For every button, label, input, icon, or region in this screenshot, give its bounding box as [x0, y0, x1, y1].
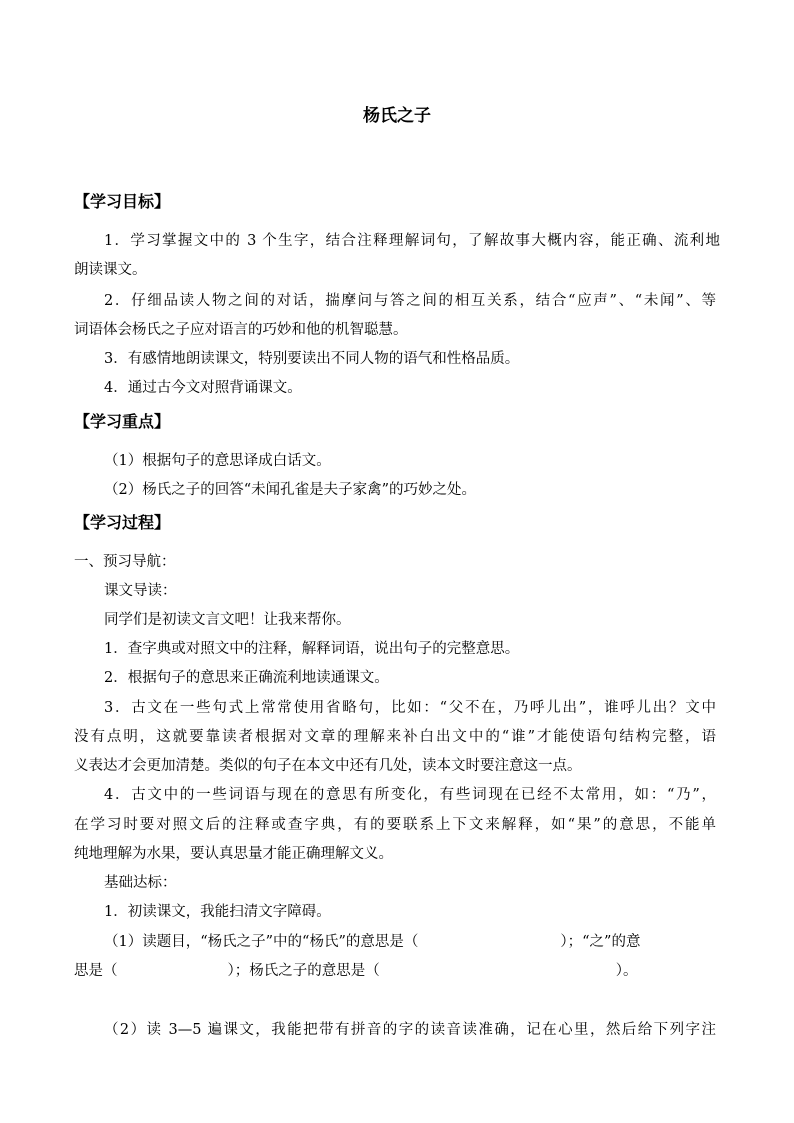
question-1-text-e: ）。 [615, 963, 638, 979]
focus-item-1: （1）根据句子的意思译成白话文。 [104, 453, 331, 469]
focus-item-2: （2）杨氏之子的回答“未闻孔雀是夫子家禽”的巧妙之处。 [104, 482, 477, 498]
task-1: 1．初读课文，我能扫清文字障碍。 [104, 904, 331, 920]
step-4-line-1: 4．古文中的一些词语与现在的意思有所变化，有些词现在已经不太常用，如：“乃”， [104, 787, 716, 803]
process-heading: 【学习过程】 [74, 513, 171, 532]
page-title: 杨氏之子 [363, 106, 431, 126]
step-2: 2．根据句子的意思来正确流利地读通课文。 [104, 670, 389, 686]
question-1-text-b: ）；“之”的意 [560, 934, 641, 950]
step-3-line-2: 没有点明，这就要靠读者根据对文章的理解来补白出文中的“谁”才能使语句结构完整，语 [74, 729, 716, 745]
step-1: 1．查字典或对照文中的注释，解释词语，说出句子的完整意思。 [104, 641, 520, 657]
step-3-line-1: 3．古文在一些句式上常常使用省略句，比如：“父不在，乃呼儿出”，谁呼儿出？文中 [104, 700, 716, 716]
objective-3: 3．有感情地朗读课文，特别要读出不同人物的语气和性格品质。 [104, 351, 520, 367]
preview-guide-title: 一、预习导航： [74, 554, 176, 570]
question-1-line-2 [74, 960, 638, 982]
objectives-heading: 【学习目标】 [74, 192, 171, 211]
objective-2-line-2: 词语体会杨氏之子应对语言的巧妙和他的机智聪慧。 [74, 322, 408, 338]
step-4-line-2: 在学习时要对照文后的注释或查字典，有的要联系上下文来解释，如“果”的意思，不能单 [74, 817, 716, 833]
question-2: （2）读 3—5 遍课文，我能把带有拼音的字的读音读准确，记在心里，然后给下列字注 [104, 1022, 716, 1038]
objective-1-line-1: 1．学习掌握文中的 3 个生字，结合注释理解词句，了解故事大概内容，能正确、流利地 [104, 233, 720, 249]
basic-label: 基础达标： [104, 875, 177, 891]
step-3-line-3: 义表达才会更加清楚。类似的句子在本文中还有几处，读本文时要注意这一点。 [74, 758, 582, 774]
objective-4: 4．通过古今文对照背诵课文。 [104, 380, 302, 396]
intro-text: 同学们是初读文言文吧！让我来帮你。 [104, 612, 351, 628]
step-4-line-3: 纯地理解为水果，要认真思量才能正确理解文义。 [74, 846, 393, 862]
question-1-text-d: ）；杨氏之子的意思是（ [227, 963, 380, 979]
question-1-text-c: 思是（ [74, 963, 118, 979]
focus-heading: 【学习重点】 [74, 412, 171, 431]
intro-label: 课文导读： [104, 583, 177, 599]
objective-2-line-1: 2．仔细品读人物之间的对话，揣摩问与答之间的相互关系，结合“应声”、“未闻”、等 [104, 293, 716, 309]
question-1-text-a: （1）读题目，“杨氏之子”中的“杨氏”的意思是（ [104, 934, 419, 950]
objective-1-line-2: 朗读课文。 [74, 262, 147, 278]
question-1-line-1 [104, 931, 640, 953]
